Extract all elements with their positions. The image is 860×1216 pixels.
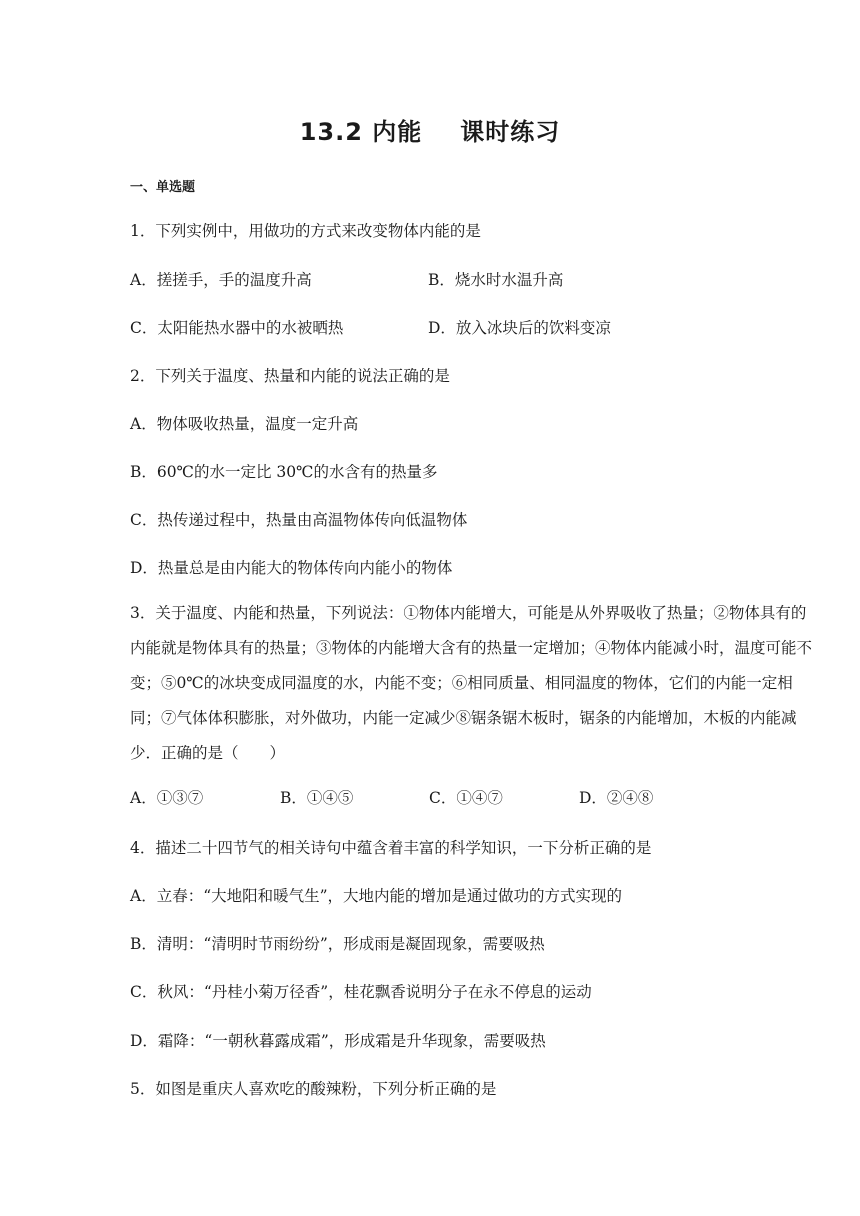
question-4-option-a: A．立春：“大地阳和暖气生”，大地内能的增加是通过做功的方式实现的 bbox=[130, 887, 623, 905]
question-2-stem: 2．下列关于温度、热量和内能的说法正确的是 bbox=[130, 367, 450, 385]
page-title bbox=[0, 112, 860, 147]
question-3-option-d: D．②④⑧ bbox=[579, 789, 654, 807]
question-5-stem: 5．如图是重庆人喜欢吃的酸辣粉，下列分析正确的是 bbox=[130, 1080, 497, 1098]
question-1-option-b: B．烧水时水温升高 bbox=[428, 271, 564, 289]
question-1-option-d: D．放入冰块后的饮料变凉 bbox=[428, 319, 611, 337]
question-3-option-c: C．①④⑦ bbox=[429, 789, 503, 807]
question-1-option-a: A．搓搓手，手的温度升高 bbox=[130, 271, 312, 289]
question-3-option-a: A．①③⑦ bbox=[130, 789, 204, 807]
section-heading: 一、单选题 bbox=[130, 180, 196, 195]
question-2-option-d: D．热量总是由内能大的物体传向内能小的物体 bbox=[130, 559, 453, 577]
question-1-option-c: C．太阳能热水器中的水被晒热 bbox=[130, 319, 344, 337]
question-1-stem: 1．下列实例中，用做功的方式来改变物体内能的是 bbox=[130, 222, 481, 240]
title-part2: 课时练习 bbox=[460, 118, 561, 146]
title-part1: 13.2 内能 bbox=[299, 118, 423, 146]
question-2-option-a: A．物体吸收热量，温度一定升高 bbox=[130, 415, 359, 433]
question-4-stem: 4．描述二十四节气的相关诗句中蕴含着丰富的科学知识，一下分析正确的是 bbox=[130, 839, 652, 857]
question-3-stem: 3．关于温度、内能和热量，下列说法：①物体内能增大，可能是从外界吸收了热量；②物体具有的内能就是物体具有的热量；③物体的内能增大含有的热量一定增加；④物体内能减小时，温度可能不变；⑤0℃的冰块变成同温度的水，内能不变；⑥相同质量、相同温度的物体，它们的内能一定相同；⑦气体体积膨胀，对外做功，内能一定减少⑧锯条锯木板时，锯条的内能增加，木板的内能减少．正确的是（ ） bbox=[130, 604, 813, 762]
question-3-option-b: B．①④⑤ bbox=[280, 789, 354, 807]
question-2-option-b: B．60℃的水一定比 30℃的水含有的热量多 bbox=[130, 463, 438, 481]
question-4-option-d: D．霜降：“一朝秋暮露成霜”，形成霜是升华现象，需要吸热 bbox=[130, 1032, 546, 1050]
question-4-option-b: B．清明：“清明时节雨纷纷”，形成雨是凝固现象，需要吸热 bbox=[130, 935, 545, 953]
question-4-option-c: C．秋风：“丹桂小菊万径香”，桂花飘香说明分子在永不停息的运动 bbox=[130, 983, 592, 1001]
question-2-option-c: C．热传递过程中，热量由高温物体传向低温物体 bbox=[130, 511, 468, 529]
